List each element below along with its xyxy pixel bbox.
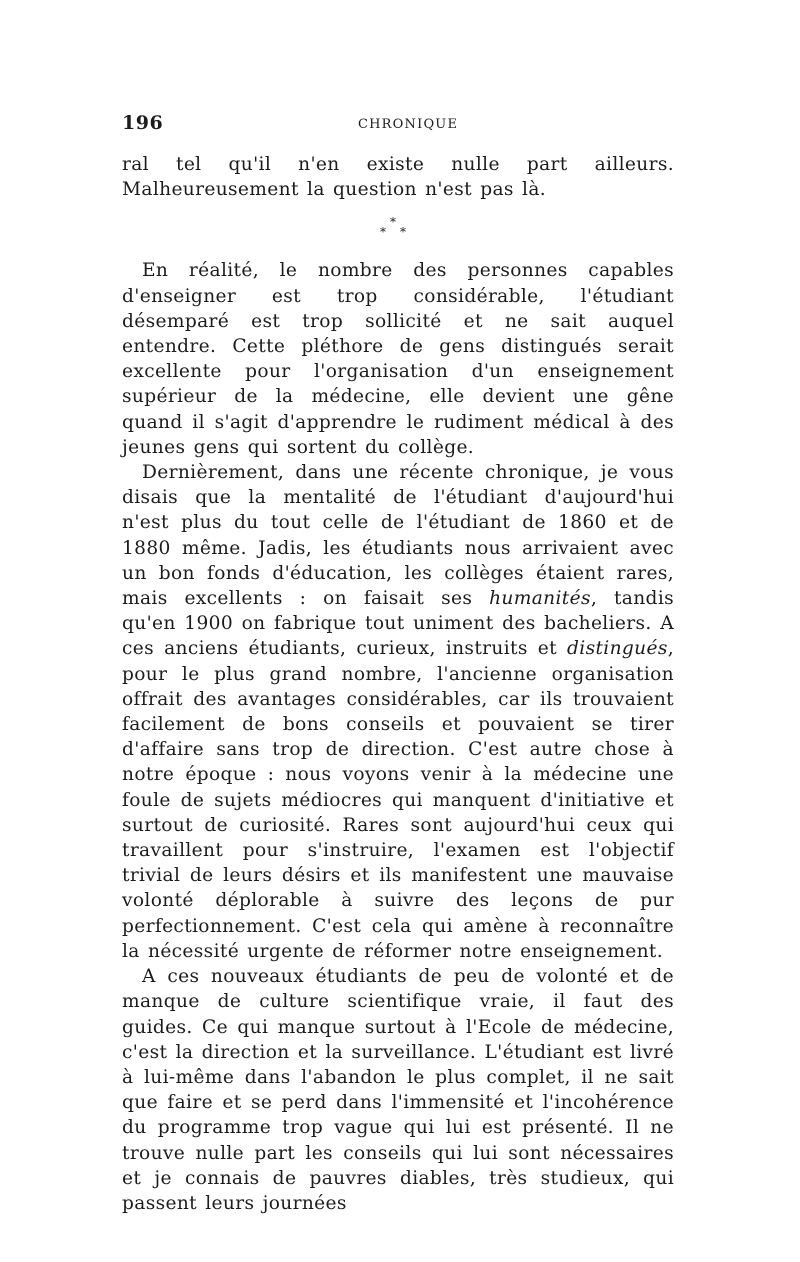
paragraph-continuation: ral tel qu'il n'en existe nulle part ailleurs. Malheureusement la question n'est pas là. [122,154,674,201]
running-title: CHRONIQUE [358,117,459,132]
paragraph-nouveaux-etudiants: A ces nouveaux étudiants de peu de volonté et de manque de culture scientifique vraie, il faut des guides. Ce qui manque surtout à l'Ecole de médecine, c'est la direction et la surveillance. L'étudiant est livré à lui-même dans l'abandon le plus complet, il ne sait que faire et se perd dans l'immensité et l'incohérence du programme trop vague qui lui est présenté. Il ne trouve nulle part les conseils qui lui sont nécessaires et je connais de pauvres diables, très studieux, qui passent leurs journées [122,966,674,1214]
section-separator [122,202,674,258]
asterisk-glyph: * [400,225,407,240]
paragraph-text-part: , pour le plus grand nombre, l'ancienne organisation offrait des avantages considérables, car ils trouvaient facilement de bons conseils et pouvaient se tirer d'affaire sans trop de direction. C'est autre chose à notre époque : nous voyons venir à la médecine une foule de sujets médiocres qui manquent d'initiative et surtout de curiosité. Rares sont aujourd'hui ceux qui travaillent pour s'instruire, l'examen est l'objectif trivial de leurs désirs et ils manifestent une mauvaise volonté déplorable à suivre des leçons de pur perfectionnement. C'est cela qui amène à reconnaître la nécessité urgente de réformer notre enseignement. [122,638,674,962]
body-text [122,152,674,1216]
italic-term-humanites: humanités [489,588,591,610]
italic-term-distingues: distingués [567,638,668,660]
paragraph-realite: En réalité, le nombre des personnes capables d'enseigner est trop considérable, l'étudiant désemparé est trop sollicité et ne sait auquel entendre. Cette pléthore de gens distingués serait excellente pour l'organisation d'un enseignement supérieur de la médecine, elle devient une gêne quand il s'agit d'apprendre le rudiment médical à des jeunes gens qui sortent du collège. [122,260,674,458]
page-header [122,112,680,138]
asterism-icon [380,216,410,246]
asterisk-glyph: * [380,225,387,240]
page-number: 196 [122,112,164,134]
paragraph-text-part: , tandis qu'en 1900 on fabrique tout uniment des bacheliers. A ces anciens étudiants, curieux, instruits et [122,588,675,660]
paragraph-dernierement [122,460,674,964]
asterisk-glyph: * [390,215,397,230]
paragraph-text-part: Dernièrement, dans une récente chronique, je vous disais que la mentalité de l'étudiant d'aujourd'hui n'est plus du tout celle de l'étudiant de 1860 et de 1880 même. Jadis, les étudiants nous arrivaient avec un bon fonds d'éducation, les collèges étaient rares, mais excellents : on faisait ses [122,462,674,610]
